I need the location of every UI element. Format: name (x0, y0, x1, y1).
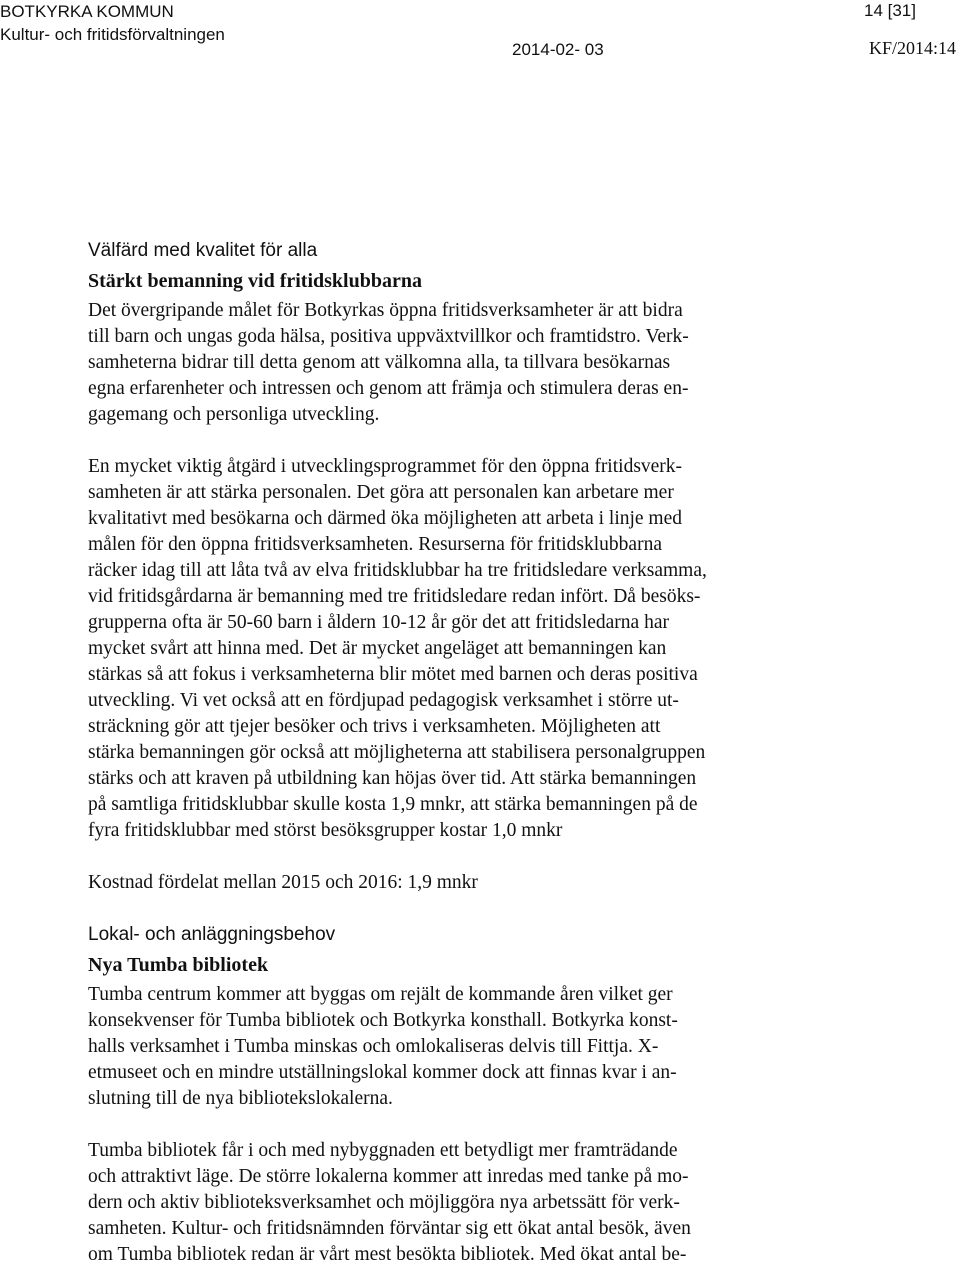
sub-heading: Nya Tumba bibliotek (88, 954, 269, 976)
department-name: Kultur- och fritidsförvaltningen (0, 25, 225, 44)
document-reference: KF/2014:14 (868, 38, 956, 58)
paragraph: En mycket viktig åtgärd i utvecklingsprogrammet för den öppna fritidsverk- samheten är att stärka personalen. Det göra att personalen kan arbetare mer kvalitativt med besökarna och därmed öka möjligheten att arbeta i linje med målen för den öppna fritidsverksamheten. Resurserna för fritidsklubbarna räcker idag till att låta två av elva fritidsklubbar ha tre fritidsledare verksamma, vid fritidsgårdarna är bemanning med tre fritidsledare redan infört. Då besöks- grupperna ofta är 50-60 barn i åldern 10-12 år gör det att fritidsledarna har mycket svårt att hinna med. Det är mycket angeläget att bemanningen kan stärkas så att fokus i verksamheterna blir mötet med barnen och deras positiva utveckling. Vi vet också att en fördjupad pedagogisk verksamhet i större ut- sträckning gör att tjejer besöker och trivs i verksamheten. Möjligheten att stärka bemanningen gör också att möjligheterna att stabilisera personalgruppen stärks och att kraven på utbildning kan höjas över tid. Att stärka bemanningen på samtliga fritidsklubbar skulle kosta 1,9 mnkr, att stärka bemanningen på de fyra fritidsklubbar med störst besöksgrupper kostar 1,0 mnkr (88, 456, 707, 841)
paragraph: Det övergripande målet för Botkyrkas öppna fritidsverksamheter är att bidra till barn och ungas goda hälsa, positiva uppväxtvillkor och framtidstro. Verk- samheterna bidrar till detta genom att välkomna alla, ta tillvara besökarnas egna erfarenheter och intressen och genom att främja och stimulera deras en- gagemang och personliga utveckling. (88, 300, 689, 425)
page-number: 14 [31] (864, 1, 916, 20)
cost-statement: Kostnad fördelat mellan 2015 och 2016: 1,9 mnkr (88, 872, 478, 893)
section-heading: Välfärd med kvalitet för alla (88, 240, 318, 261)
paragraph: Tumba centrum kommer att byggas om rejält de kommande åren vilket ger konsekvenser för Tumba bibliotek och Botkyrka konsthall. Botkyrka konst- halls verksamhet i Tumba minskas och omlokaliseras delvis till Fittja. X- etmuseet och en mindre utställningslokal kommer dock att finnas kvar i an- slutning till de nya bibliotekslokalerna. (88, 984, 678, 1109)
page-header (0, 0, 225, 46)
paragraph: Tumba bibliotek får i och med nybyggnaden ett betydligt mer framträdande och attraktivt läge. De större lokalerna kommer att inredas med tanke på mo- dern och aktiv biblioteksverksamhet och möjliggöra nya arbetssätt för verk- samheten. Kultur- och fritidsnämnden förväntar sig ett ökat antal besök, även om Tumba bibliotek redan är vårt mest besökta bibliotek. Med ökat antal be- (88, 1140, 691, 1265)
document-date: 2014-02- 03 (512, 40, 604, 59)
section-heading: Lokal- och anläggningsbehov (88, 924, 336, 945)
sub-heading: Stärkt bemanning vid fritidsklubbarna (88, 270, 422, 292)
document-body (88, 238, 918, 1268)
organization-name: BOTKYRKA KOMMUN (0, 2, 174, 21)
